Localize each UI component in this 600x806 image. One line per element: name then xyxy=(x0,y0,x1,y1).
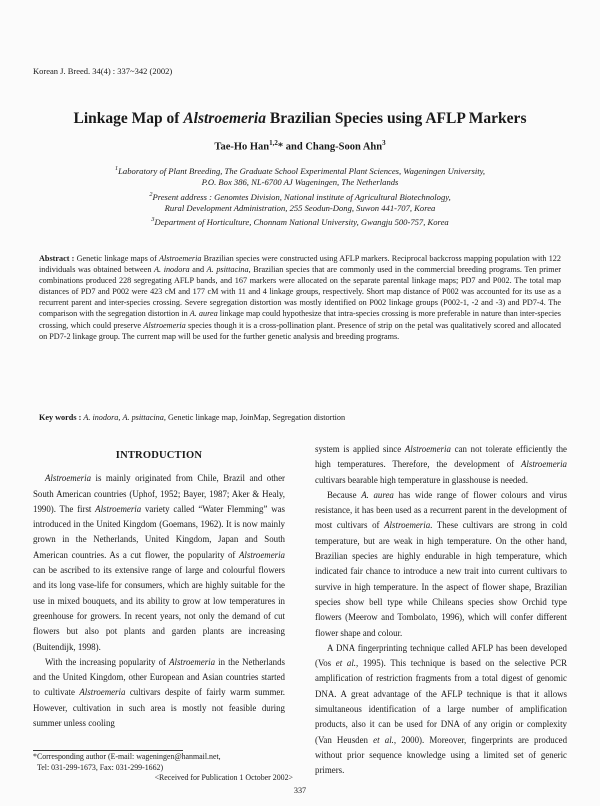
body-paragraph: system is applied since Alstroemeria can not tolerate efficiently the high temperatures. Therefore, the development of Alstroemeria cultivars bearable high temperature in glasshouse is needed. xyxy=(315,444,567,485)
affil-sup: 1 xyxy=(114,165,119,172)
left-column xyxy=(33,442,285,731)
footnote-rule xyxy=(33,750,183,751)
affiliation-cont: P.O. Box 386, NL-6700 AJ Wageningen, The Netherlands xyxy=(201,177,399,188)
affil-sup: 2 xyxy=(149,190,153,198)
title-part-1: Linkage Map of xyxy=(73,110,184,127)
received-date: <Received for Publication 1 October 2002> xyxy=(154,773,293,782)
affil-line: Department of Horticulture, Chonnam National University, Gwangju 500-757, Korea xyxy=(154,217,449,228)
title-genus: Alstroemeria xyxy=(183,110,266,127)
footnote-phone: Tel: 031-299-1673, Fax: 031-299-1662) xyxy=(37,762,164,772)
affiliation xyxy=(0,189,600,203)
body-paragraph: Alstroemeria is mainly originated from Chile, Brazil and other South American countries (Uphof, 1952; Bayer, 1987; Aker & Healy, 1990). The first Alstroemeria variety called “Water Flemming” was introduced in the United Kingdom (Goemans, 1962). It is now mainly grown in the Netherlands, United Kingdom, Japan and South American countries. As a cut flower, the popularity of Alstroemeria can be ascribed to its extensive range of large and colourful flowers and its long vase-life for consumers, which are highly suitable for the use in mixed bouquets, and its ability to grow at low temperatures in greenhouse for growers. In recent years, not only the demand of cut flowers but also pot plants and garden plants are increasing (Buitendijk, 1998). xyxy=(33,473,285,652)
keywords xyxy=(39,413,561,422)
body-paragraph: A DNA fingerprinting technique called AFLP has been developed (Vos et al., 1995). This technique is based on the selective PCR amplification of restriction fragments from a total digest of genomic DNA. A great advantage of the AFLP technique is that it allows simultaneous identification of a large number of amplification products, also it can be used for DNA of any origin or complexity (Van Heusden et al., 2000). Moreover, fingerprints are produced without prior sequence knowledge using a limited set of generic primers. xyxy=(315,642,568,776)
abstract xyxy=(39,253,561,342)
author-name: Chang-Soon Ahn xyxy=(305,141,383,153)
abstract-text: Genetic linkage maps of Alstroemeria Brazilian species were constructed using AFLP markers. Reciprocal backcross mapping population with 122 individuals was obtained between A. inodora and A. psittacina, Brazilian species that are commonly used in the commercial breeding programs. Ten primer combinations produced 228 segregating AFLP bands, and 167 markers were allocated on the separate parental linkage maps; PD7 and P002. The total map distances of PD7 and P002 were 423 cM and 177 cM with 11 and 4 linkage groups, respectively. Short map distance of P002 was accounted for its use as a recurrent parent and inter-species crossing. Severe segregation distortion was mostly identified on P002 linkage groups (P002-1, -2 and -3) and PD7-4. The comparison with the segregation distortion in A. aurea linkage map could hypothesize that intra-species crossing is more preferable in nature than inter-species crossing, which could preserve Alstroemeria species though it is a cross-pollination plant. Presence of strip on the petal was qualitatively scored and allocated on PD7-2 linkage group. The current map will be used for the further genetic analysis and breeding programs. xyxy=(39,254,561,341)
keywords-label: Key words : xyxy=(39,413,82,422)
authors-and: and xyxy=(283,141,306,153)
author-name: Tae-Ho Han xyxy=(214,141,270,153)
affil-line: Laboratory of Plant Breeding, The Graduate School Experimental Plant Sciences, Wageningen University, xyxy=(118,165,486,176)
affil-line: Present address : Genomtes Division, National institute of Agricultural Biotechnology, xyxy=(152,191,451,202)
affiliation xyxy=(0,163,600,177)
affiliation-cont: Rural Development Administration, 255 Seodun-Dong, Suwon 441-707, Korea xyxy=(164,202,436,213)
paper-title xyxy=(0,110,600,128)
keywords-text: A. inodora, A. psittacina, Genetic linkage map, JoinMap, Segregation distortion xyxy=(83,413,346,422)
affiliations xyxy=(0,163,600,229)
section-heading: INTRODUCTION xyxy=(115,450,203,461)
right-column xyxy=(315,442,567,779)
author-list xyxy=(0,139,600,153)
body-paragraph: With the increasing popularity of Alstroemeria in the Netherlands and the United Kingdom, other European and Asian countries started to cultivate Alstroemeria cultivars despite of fairly warm summer. However, cultivation in such area is mostly not feasible during summer unless cooling xyxy=(33,656,285,729)
body-paragraph: Because A. aurea has wide range of flower colours and virus resistance, it has been used as a recurrent parent in the development of most cultivars of Alstroemeria. These cultivars are strong in cold temperature, but are weak in high temperature. On the other hand, Brazilian species are highly endurable in high temperature, which indicated fair chance to introduce a new trait into current cultivars to survive in high temperature. In the aspect of flower shape, Brazilian species show bell type while Chileans species show Orchid type flowers (Meerow and Tombolato, 1996), which will confer different flower shape and colour. xyxy=(315,489,568,638)
journal-citation: Korean J. Breed. 34(4) : 337~342 (2002) xyxy=(33,66,173,76)
affil-sup: 3 xyxy=(151,216,155,224)
footnote xyxy=(33,752,293,784)
affiliation xyxy=(0,214,600,228)
corresponding-mark: * xyxy=(277,141,284,153)
author-affil-sup: 3 xyxy=(382,139,386,147)
page-number: 337 xyxy=(293,786,307,795)
abstract-label: Abstract : xyxy=(39,254,75,263)
title-part-2: Brazilian Species using AFLP Markers xyxy=(265,110,527,127)
author-affil-sup: 1,2 xyxy=(269,139,278,147)
footnote-contact: *Corresponding author (E-mail: wageningen@hanmail.net, xyxy=(33,752,221,761)
